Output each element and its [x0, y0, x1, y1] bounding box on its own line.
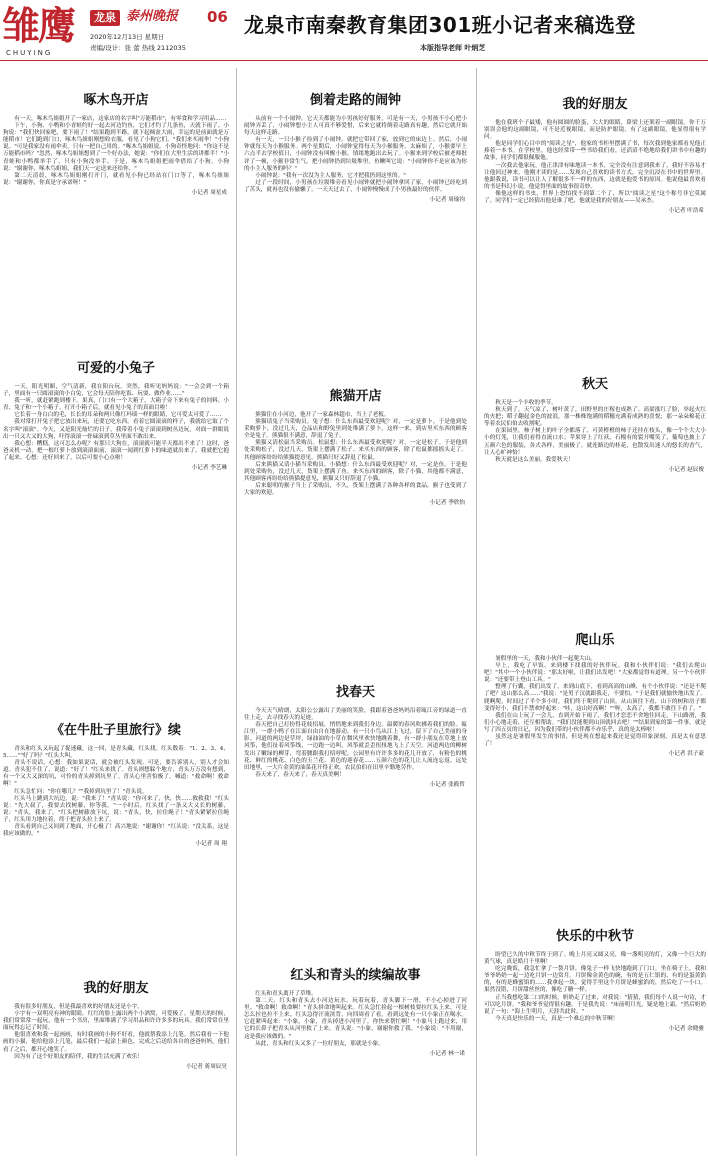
region-badge: 龙泉 [90, 10, 120, 26]
paragraph: 小闹钟说："我有一次没为主人服务，它才把我扔到这里的。" [255, 172, 406, 179]
paragraph: 小宇有一双明亮有神的眼睛，红红的脸上露出两个小酒窝，可爱极了。星期天的时候，我们常常常一起玩，他有一个书房，里面堆满了学习用品和许许多多的玩具。我们常常在里面玩得忘记了时间。 [3, 1011, 229, 1032]
article-title: 《在牛肚子里旅行》续 [50, 723, 181, 738]
byline: 小记者 蒋周辰昊 [186, 1063, 227, 1070]
header-rule [0, 60, 708, 61]
paragraph: 有一天，啄木鸟姐姐开了一家店，这家店的名字叫"万能稻市"，有零食和学习用品…… [14, 116, 227, 122]
byline: 小记者 张筱哲 [429, 781, 465, 788]
paragraph: 他是同学们心目中的"阅读之星"，他家的书柜里摆满了书，每次我到他家都看见他正捧着一本书。在学校里，他也经常带一些书给我们看，还滔滔不绝地给我们讲书中有趣的故事，同学们都很佩服他。 [484, 141, 706, 162]
paragraph: 我有很多好朋友，但是我最喜欢的好朋友还是小宇。 [14, 1004, 143, 1010]
article-b2 [244, 384, 467, 507]
article-title: 啄木鸟开店 [83, 93, 149, 108]
byline: 小记者 洪子豪 [668, 751, 704, 758]
paragraph: 青头和红头又玩起了捉迷藏，这一回，是青头藏，红头找。红头数着："1、2、3、4、5……""好了吗？"红头大叫。 [3, 746, 229, 760]
paragraph: 秋天是一个丰收的季节。 [495, 400, 557, 406]
paragraph: 今天天气晴朗，太阳公公露出了美丽的笑脸，我跟着爸爸妈妈沿着瓯江旁的绿道一直往上走，去寻找春天的足迹。 [244, 708, 467, 722]
paragraph: 早上，我吃了早饭，来到楼下找我的好伙伴玩。我和小伙伴们说："我们去爬山吧！"其中一个小伙伴说："那太好啦，让我们出发吧！"大家都觉得有道理。另一个小伙伴说："还要带上登山工具。" [484, 663, 706, 684]
article-title: 找春天 [335, 685, 375, 700]
paragraph: 后来熊猫又请小猫当采购员。小猫想：什么东西最受欢迎呢？对，一定是鱼。于是他到处采购鱼，没过几天，货架上摆满了鱼。来买东西的顾客，除了小猫，其他都不满意，其他顾客再纷纷给熊猫提意见，熊猫又只好辞退了小猫。 [244, 461, 467, 482]
byline: 小记者 周星成 [191, 189, 227, 196]
paragraph: 春天来了，春天来了，春天真美啊！ [255, 771, 345, 778]
paragraph: 因为有了这个好朋友的陪伴，我的生活充满了欢乐！ [14, 1053, 143, 1060]
article-title: 倒着走路的闹钟 [309, 93, 401, 108]
byline: 小记者 周 翔 [195, 841, 227, 848]
article-title: 爬山乐 [575, 633, 615, 648]
paragraph: 我一听，就赶紧跑到楼下。果真，门口有一个大箱子。大箱子旁下来有兔子的饲料、小青、兔子和一个小箱子。打开小箱子后，就看见小兔子的真面目啦！ [3, 398, 229, 412]
paragraph: 第二天清晨，啄木鸟姐姐刚打开门，就看见小狗已经站在门口等了，啄木鸟姐姐说："谢谢你，你真是守承诺呀！" [3, 172, 229, 186]
paragraph: 秋天到了，天气凉了，树叶黄了，田野里的庄稼也成熟了。高粱涨红了脸，举起火红的火把；稻子翻起金色的波浪，那一株株饱满的稻穗充满着成熟的喜悦；那一朵朵棉花正等着农民伯伯去收割呢。 [484, 407, 706, 428]
article-title: 秋天 [581, 377, 608, 392]
article-title: 熊猫开店 [329, 389, 382, 404]
byline: 小记者 季欣怡 [429, 500, 465, 507]
paragraph: 青头看到自己又回到了地面，开心极了！高兴地说："谢谢你！"红头说："没关系，这是我应该做的。" [3, 824, 229, 838]
paragraph: 红头和青头离开了草堆。 [255, 991, 317, 997]
paragraph: 一天，阳光明媚，空气清新，我在阳台玩。突然，我听见妈妈说："一会会到一个箱子，里面有一只圆滚滚的小白兔，它会每天陪你吃饭、玩耍、做作业……" [3, 384, 229, 398]
masthead-subtitle: CHUYING [6, 49, 53, 57]
paragraph: 青头不说话，心想：我如果说话，就会被红头发现。可是，要告诉别人，别人才会知道。青头犯不住了，说道："好了！"红头来找了。青头则想躲个地方，青头万万没有想到，有一个又大又深的坑，可怜的青头掉到坑里了。青头心里害怕极了，喊道："救命啊！救命啊！" [3, 760, 229, 788]
byline: 小记者 余晓雅 [668, 1025, 704, 1032]
column-divider [476, 68, 477, 1156]
paragraph: 他在我班个子最矮，他有圆圆的脸蛋，大大的眼睛，鼻梁上还架着一副眼镜。你千万别误会他的这副眼镜，可不是近视眼镜，而是防护眼镜。有了这副眼镜，他显得很有学问。 [484, 120, 706, 141]
article-d2 [484, 372, 706, 474]
article-title: 我的好朋友 [83, 981, 149, 996]
column-divider [236, 68, 237, 1156]
paragraph: 我心想：糟糕，这可怎么办呢？有那只大狗在，滚滚就可能半天都出不来了！这时，爸爸灵机一动，把一根红萝卜放到滚滚面前，滚滚一闻到红萝卜的味道就出来了，我就把它抱了起来。心想：还好回来了，以后可要小心点啦！ [3, 440, 229, 461]
page-number: 06 [207, 8, 228, 26]
byline: 小记者 李艺琳 [191, 465, 227, 472]
article-d3 [484, 628, 706, 758]
paragraph: 从此，青头和红头又多了一位好朋友，那就是小象。 [255, 1040, 384, 1047]
paragraph: 过了一段时间，小男孩在垃圾堆旁看见小闹钟就把小闹钟拿回了家，小闹钟已经吃到了苦头，就再也没有偷懒了。一天天过去了，小闹钟慢慢成了小男孩最好的伙伴。 [244, 179, 467, 193]
article-a2 [3, 356, 229, 472]
advisor-credit: 本版指导老师 叶炳芝 [420, 44, 486, 52]
paragraph: 我对常打开兔子把它放出来玩，还要它吃东西。看着它圆滚滚的样子，我就给它取了个名字叫"滚滚"。今天，又是阳光灿烂的日子。我带着小兔子滚滚到树丛边玩，对面一群眼说出一只又大又的大狗，吓得滚滚一骨碌滚到草丛里面不敢出来。 [3, 419, 229, 440]
byline: 小记者 周瑜钧 [429, 197, 465, 204]
paragraph: 暑假里的一天，我和小伙伴一起爬大山。 [495, 656, 596, 662]
paragraph: 下午，小狗、小鸭和小青蛙约好一起去河边钓鱼，它们才钓了几条鱼，天就下雨了。小狗说："我们快回家吧，要下雨了！"结果跑到半路，就下起倾盆大雨，幸运的是前面就是万能稻市！它们跑到门口，啄木鸟姐姐刚想收衣服，看见了小狗它们。"我们来买雨伞！"小狗说。"可是我家没有雨伞卖，只有一把自己用的。"啄木鸟姐姐说。小狗奇怪地问："你这不是万能稻市吗？"忽然，啄木鸟姐姐想到了一个好办法，她说："你们在大里生活的讲都半！"小青蛙和小鸭都举手了，只有小狗没举手。于是，啄木鸟姐姐把雨伞借给了小狗，小狗说："谢谢你，啄木鸟姐姐，我们天一定送来还给你。" [3, 123, 229, 172]
paragraph: 一次我去他家玩，他正津津有味地读一本书，完全没有注意到我来了，我好不容易才让他回过神来，他刚才读的是……发现自己喜欢的读书方式，完全沉浸在书中的世界里。他跟我说，读书可以让人了解很多不一样的东西，这就是他爱书的原因。他说他最喜欢看的书是科幻小说，他觉得里面的故事很奇妙。 [484, 162, 706, 190]
paragraph: 后来聪明的猴子当上了采购员，不久，货架上摆满了各种各样的食品，猴子也受到了大家的欢迎。 [244, 482, 467, 497]
masthead-logo: 雏鹰 [2, 4, 75, 48]
paragraph: 今天真是快乐的一天，真是一个难忘的中秋节啊！ [495, 1015, 619, 1022]
paragraph: 他很喜欢和我一起画画，有时我画的小狗不好看，他就帮我添上几笔。然后我看一下他画的小猫，他给他添上几笔，最后我们一起涂上颜色，完成之后送给各自的爸爸妈妈，他们看了之后，都开心地笑了。 [3, 1032, 229, 1053]
paragraph: 像他这样的书虫，世界上恐怕找不到第二个了，所以"阅读之星"这个称号非它莫属了。同学们一定已经猜出他是谁了吧，他就是我的好朋友——吴承杰。 [484, 190, 706, 205]
paragraph: 熊猫住在小河边，他开了一家森林超市，当上了老板。 [255, 412, 390, 418]
paragraph: 秋天就是这么美丽，我爱秋天！ [495, 456, 574, 463]
issue-date: 2020年12月13日 星期日 [90, 33, 165, 41]
article-b1 [244, 88, 467, 204]
paragraph: 虽然这是暑假里发生的事情，但是现在想起来我还是觉得印象深刻，真是太有意思了！ [484, 734, 706, 748]
paragraph: 熊猫又请松鼠当采购员。松鼠想：什么东西最受欢迎呢？对，一定是松子。于是他到处采购松子，没过几天，货架上摆满了松子。来买东西的顾客，除了松鼠都摇摇头走了。其他顾客纷纷给熊猫提意见，熊猫只好又辞退了松鼠。 [244, 440, 467, 461]
page-title: 龙泉市南秦教育集团301班小记者来稿选登 [244, 13, 636, 37]
article-b4 [244, 963, 467, 1058]
article-title: 快乐的中秋节 [555, 929, 634, 944]
byline: 小记者 赵辰俊 [668, 466, 704, 473]
byline: 小记者 叶浩希 [668, 208, 704, 215]
paragraph: 盼望已久的中秋节终于到了。晚上月亮又圆又亮，像一盏明亮的灯，又像一个巨大的黄气球，真是皓月千里啊！ [484, 952, 706, 966]
paragraph: 红头急忙问："你在哪儿？""我掉到坑里了！"青头说。 [14, 788, 148, 795]
article-d4 [484, 924, 706, 1033]
paragraph: 我们在山上玩了一会儿，直到开始下雨了，我们才恋恋不舍地往回走。下山路滑，我们小心地走着，还互相帮助。"我们没能爬到山顶就回去吧！""结果到家的第一件事，就是写了四五页的日记，因为我们带的小伙伴都不亦乐乎，真的是太棒啦！ [484, 712, 706, 733]
paragraph: 整理了行囊，我们出发了。来到山底下，看到高高的山峰，有个小伙伴说："还是不爬了吧？这山那么高……"我说："是男子汉就跟我走，不要怕。"于是我们就愉快地出发了。爬啊爬，时间过了半个多小时，我们终于爬到了山顶。从山顶往下看，山下的树和房子都变得好小，我们不禁欢呼起来："哇，这山好高啊！""呀，太高了，我都不敢往下看了。" [484, 684, 706, 712]
paragraph: 有一天，一只小猴子捡到了小闹钟，就把它带回了家，放到它的床边上。然后，小闹钟就每天为小猴服务。两个星期后，小闹钟觉得每天为小猴服务，太麻烦了，小猴要早上六点半去学校值日，小闹钟没有叫醒小猴，情绪地跑出去玩了。小猴来到学校后被老师批评了一顿，小猴非常生气，把小闹钟扔到垃圾堆里，鱼鳅叫它说："小闹钟你不是应该为你的小主人服务的吗？" [244, 137, 467, 172]
editor-info: 责编/设计：张 蕾 热线 2112035 [90, 44, 186, 52]
paragraph: 正当我想吃第二口的时候，奶奶走了过来，对我说："猜猜，我们每个人说一句诗，才可以吃月饼。"我和爷爷觉得很有趣，于是我先说："床前明月光，疑是地上霜。"然后奶奶说了一句："海上生明月，天涯共此时。" [484, 994, 706, 1015]
article-a3 [3, 718, 229, 848]
paragraph: 熊猫请兔子当采购员。兔子想：什么东西最受欢迎呢？对，一定是萝卜。于是他到处采购萝卜，没过几天，仓品店和野兔里到处堆满了萝卜，这样一来，到店里买东西的顾客全是兔子。熊猫很不满意，辞退了兔子。 [244, 419, 467, 440]
article-title: 红头和青头的续编故事 [290, 968, 421, 983]
newspaper-name: 泰州晚报 [126, 9, 179, 24]
paragraph: 红头马上跳到大坑边，说："我来了！"青头说："你可来了，快，快……救救我！"红头说："先大叔了，我要去找树藤，你等我。"一小时后，红头找了一条又大又长的树藤，说："青头，我来了。"红头把树藤放下坑，说："青头，快，拉住绳子！"青头紧紧拉住绳子，红头用力地拉着，终于把青头拉上来了。 [3, 795, 229, 823]
paragraph: 春天把自己打扮得花枝招展，悄悄地来到我们身边，温暖的春风吹拂着我们的脸。瓯江里，一群小鸭子在江面自由自在地游动。有一只小鸟从江上飞过，留下了自己美丽的身影。河道的两边是草坪，绿油油的小草在微风里欢快地跳着舞，有一群小朋友在草地上放风筝，他们扯着风筝线，一边跑一边叫，风筝就歪歪扭扭地飞上了天空。河道两边的柳树发出了嫩绿的柳芽，弯着腰跟我打招呼呢。公园里有许许多多的花儿开放了，有粉色的桃花、鲜红的桃花、白色的玉兰花、黄色的迎春花……五颜六色的花儿让人流连忘返。远处田地里，一大片金黄的油菜花开得正欢，农民伯伯在田里辛勤地劳作。 [244, 722, 467, 771]
byline: 小记者 林一诺 [429, 1050, 465, 1057]
page-header [0, 0, 708, 75]
article-b3 [244, 680, 467, 789]
article-title: 可爱的小兔子 [76, 361, 155, 376]
paragraph: 它长着一身白白的毛，长长的耳朵和两只像红玛瑙一样的眼睛，它可爱太可爱了…… [14, 412, 222, 419]
article-d1 [484, 92, 706, 215]
paragraph: 吃完晚饭，我急忙拿了一袋月饼，像兔子一样飞快地跑到了门口。坐在椅子上，我和爷爷奶奶一起一边吃月饼一边赏月。月饼像金黄色的碗，有的是五仁馅的，有的是蛋黄馅的，有的是蜂蜜馅的……我拿起一块，觉得手里这个月饼是蜂蜜馅的，然后吃了一小口。果然没错，月饼甜丝丝的，像吃了糖一样。 [484, 966, 706, 994]
article-a4 [3, 976, 229, 1071]
paragraph: 在果园里，柿子树上的叶子全都落了，可黄橙橙的柿子还挂在枝头，像一个个大大小小的灯笼，让我们看得直流口水；苹果穿上了红袄，石榴有的裂开嘴笑了，葡萄也披上了五颜六色的服装，各式各样，美丽极了。就连路边的桂花，也散发出迷人的悠长的香气，让人心旷神怡！ [484, 428, 706, 456]
paragraph: 从前有一个小闹钟，它天天都能为小男孩好好服务，可是有一天，小男孩不小心把小闹钟弄丢了，小闹钟想小主人可真不够爱惜，后来它就将倒着走路真有趣，然后它就开始每天这样走路。 [244, 116, 467, 137]
article-a1 [3, 88, 229, 197]
paragraph: 第二天，红头和青头去小河边玩水。玩着玩着，青头脚下一滑，不小心掉进了河里。"救命啊！救命啊！"青头拼命地叫起来。红头急忙捡起一根树枝要拉红头上来，可是怎么拉也拉不上来。红头急得汗流浃背，向四周看了看，看到远处有一只小象正在喝水。它赶紧叫起来："小象，小象，青头掉进小河里了，你快来帮忙啊！"小象马上跑过来，用它的长鼻子把青头从河里救了上来。青头说："小象，谢谢你救了我。"小象说："不用谢，这是我应该做的。" [244, 998, 467, 1040]
article-title: 我的好朋友 [562, 97, 628, 112]
